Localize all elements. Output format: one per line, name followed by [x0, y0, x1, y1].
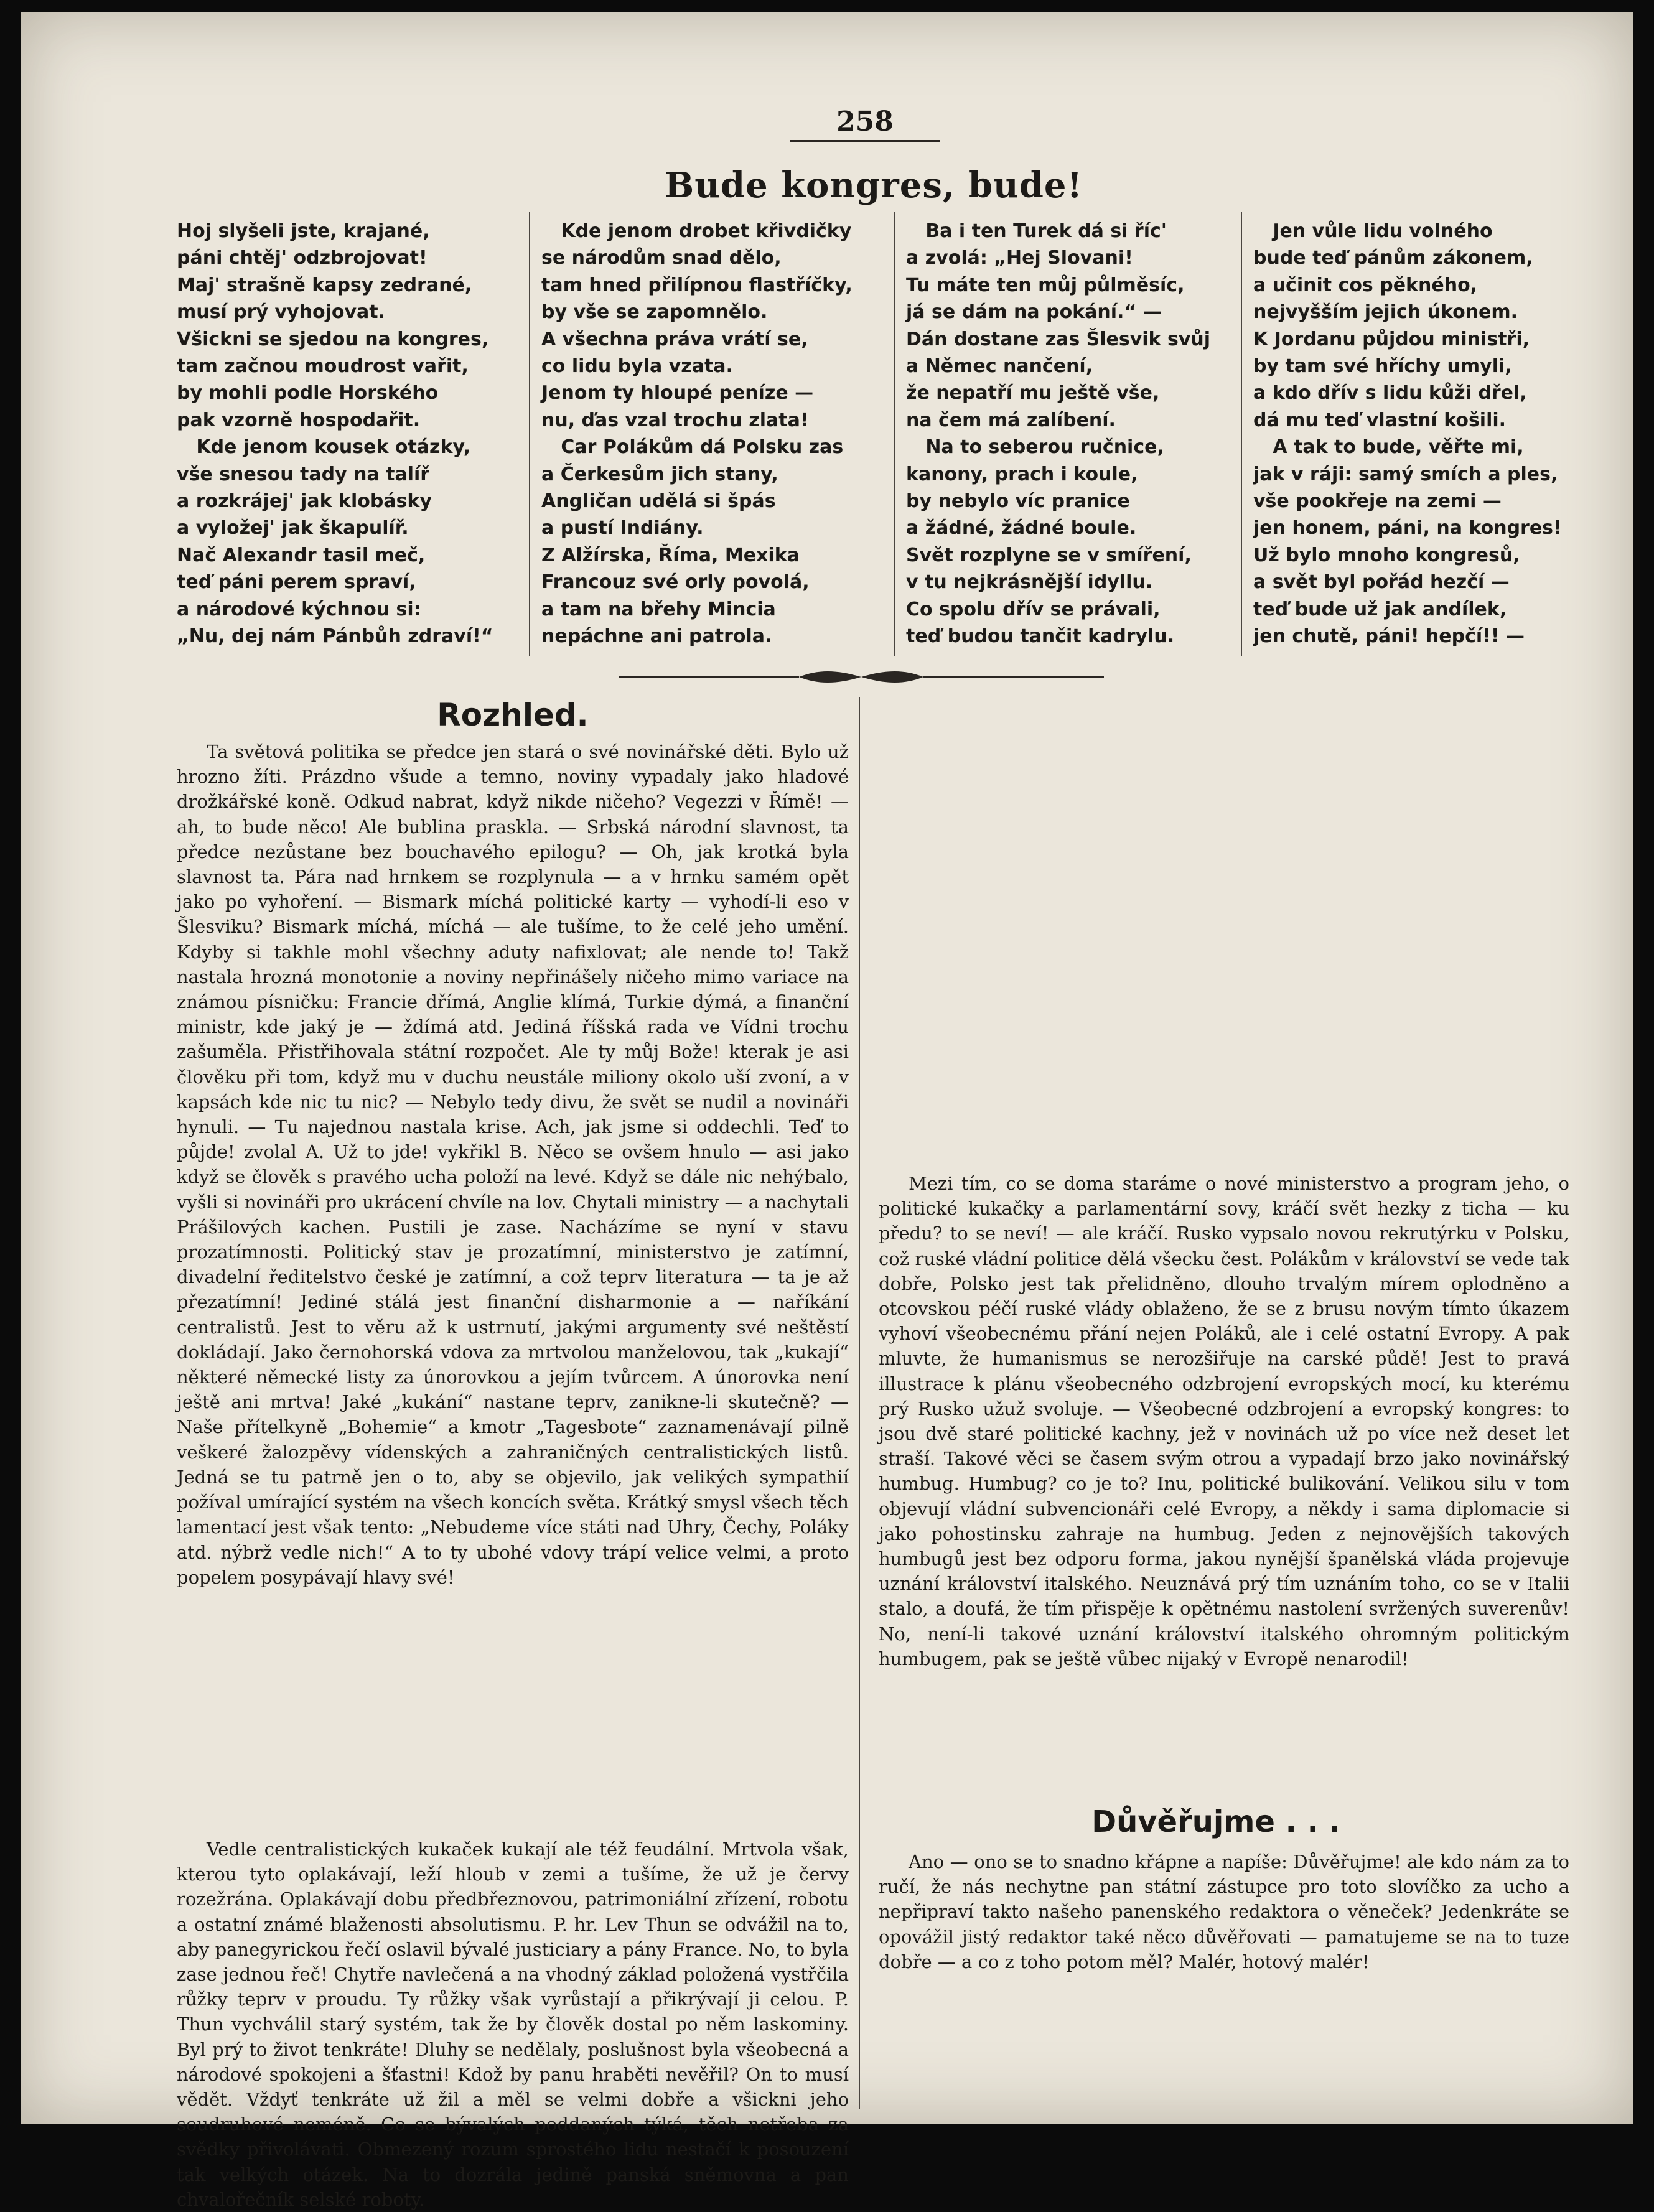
poem-column-3: Ba i ten Turek dá si říc' a zvolá: „Hej Slovani! Tu máte ten můj půlměsíc, já se dám na pokání.“ — Dán dostane zas Šlesvik svůj a Němec nančení, že nepatří mu ještě vše, na čem má zalíbení. Na to seberou ručnice, kanony, prach i koule, by nebylo víc pranice a žádné, žádné boule. Svět rozplyne se v smíření, v tu nejkrásnější idyllu. Co spolu dřív se právali, teď budou tančit kadrylu. [906, 220, 1211, 648]
column-rule [859, 697, 860, 2109]
page-number: 258 [790, 106, 940, 142]
poem-title: Bude kongres, bude! [664, 165, 1083, 206]
poem-column-4: Jen vůle lidu volného bude teď pánům zákonem, a učinit cos pěkného, nejvyšším jejich úkonem. K Jordanu půjdou ministři, by tam své hříchy umyli, a kdo dřív s lidu kůži dřel, dá mu teď vlastní košili. A tak to bude, věřte mi, jak v ráji: samý smích a ples, vše pookřeje na zemi — jen honem, páni, na kongres! Už bylo mnoho kongresů, a svět byl pořád hezčí — teď bude už jak andílek, jen chutě, páni! hepčí!! — [1253, 220, 1562, 648]
rozhled-title: Rozhled. [437, 697, 589, 733]
rozhled-paragraph-3: Mezi tím, co se doma staráme o nové ministerstvo a program jeho, o politické kukačky a parlamentární sovy, kráčí svět hezky z ticha — ku předu? to se neví! — ale kráčí. Rusko vypsalo novou rekrutýrku v Polsku, což ruské vládní politice dělá všecku čest. Polákům v království se vede tak dobře, Polsko jest tak přelidněno, dlouho trvalým mírem oplodněno a otcovskou péčí ruské vlády oblaženo, že se z brusu novým tímto úkazem vyhoví všeobecnému přání nejen Poláků, ale i celé ostatní Evropy. A pak mluvte, že humanismus se nerozšiřuje na carské půdě! Jest to pravá illustrace k plánu všeobecného odzbrojení evropských mocí, ku kterému prý Rusko užuž svoluje. — Všeobecné odzbrojení a evropský kongres: to jsou dvě staré politické kachny, jež v novinách už po více než deset let straší. Takové věci se časem svým otrou a vypadají brzo jako novinářský humbug. Humbug? co je to? Inu, politické bulikování. Velikou silu v tom objevují vládní subvencionáři celé Evropy, a někdy i sama diplomacie si jako pohostinsku zahraje na humbug. Jeden z nejnovějších takových humbugů jest bez odporu forma, jakou nynější španělská vláda projevuje uznání království italského. Neuznává prý tím uznáním toho, co se v Italii stalo, a doufá, že tím přispěje k opětnému nastolení svržených suverenův! No, není-li takové uznání království italského ohromným politickým humbugem, pak se ještě vůbec nijaký v Evropě nenarodil! [879, 1173, 1569, 1669]
rozhled-paragraph-2-start: Vedle centralistických kukaček kukají ale též feudální. Mrtvola však, kterou tyto oplakávají, leží hloub v zemi a tušíme, že už je červy rozežrána. Oplakávají dobu předbřeznovou, patrimoniální zřízení, robotu a ostatní známé blaženosti absolutismu. P. hr. Lev Thun se odvážil na to, aby panegyrickou řečí oslavil bývalé justiciary a pány France. No, to byla zase jednou řeč! Chytře navlečená a na vhodný základ položená vystřčila růžky teprv v proudu. Ty růžky však vyrůstají a přikrývají ji celou. P. Thun vychválil starý systém, tak že by člověk dostal po něm laskominy. Byl prý to život tenkráte! Dluhy se nedělaly, poslušnost byla všeobecná a národové spokojeni a šťastni! Kdož by panu hraběti nevěřil? On to musí vědět. Vždyť tenkráte už žil a měl se velmi dobře a všickni jeho soudruhové neméně. Co se bývalých poddaných týká, těch netřeba za svědky přivolávati. Obmezený rozum sprostého lidu nestačí k posouzení tak velkých otázek. Na to dozrála jedině panská sněmovna a pan chvalořečník selské roboty. [177, 1839, 849, 2210]
column-rule [529, 212, 530, 656]
column-rule [1241, 212, 1242, 656]
column-rule [894, 212, 895, 656]
duverujme-title: Důvěřujme . . . [1091, 1804, 1340, 1839]
ornament-divider [619, 670, 1104, 684]
newspaper-page [21, 12, 1633, 2210]
duverujme-paragraph: Ano — ono se to snadno křápne a napíše: Důvěřujme! ale kdo nám za to ručí, že nás nechytne pan státní zástupce pro toto slovíčko za ucho a nepřipraví takto našeho panenského redaktora o věneček? Jedenkráte se opovážil jistý redaktor také něco důvěřovati — pamatujeme se na to tuze dobře — a co z toho potom měl? Malér, hotový malér! [879, 1851, 1569, 1972]
poem-column-2: Kde jenom drobet křivdičky se národům snad dělo, tam hned přilípnou flastříčky, by vše se zapomnělo. A všechna práva vrátí se, co lidu byla vzata. Jenom ty hloupé peníze — nu, ďas vzal trochu zlata! Car Polákům dá Polsku zas a Čerkesům jich stany, Angličan udělá si špás a pustí Indiány. Z Alžírska, Říma, Mexika Francouz své orly povolá, a tam na břehy Mincia nepáchne ani patrola. [541, 220, 853, 648]
poem-column-1: Hoj slyšeli jste, krajané, páni chtěj' odzbrojovat! Maj' strašně kapsy zedrané, musí prý vyhojovat. Všickni se sjedou na kongres, tam začnou moudrost vařit, by mohli podle Horského pak vzorně hospodařit. Kde jenom kousek otázky, vše snesou tady na talíř a rozkrájej' jak klobásky a vyložej' jak škapulíř. Nač Alexandr tasil meč, teď páni perem spraví, a národové kýchnou si: „Nu, dej nám Pánbůh zdraví!“ [177, 220, 493, 648]
rozhled-paragraph-1: Ta světová politika se předce jen stará o své novinářské děti. Bylo už hrozno žíti. Prázdno všude a temno, noviny vypadaly jako hladové drožkářské koně. Odkud nabrat, když nikde ničeho? Vegezzi v Římě! — ah, to bude něco! Ale bublina praskla. — Srbská národní slavnost, ta předce nezůstane bez bouchavého epilogu? — Oh, jak krotká byla slavnost ta. Pára nad hrnkem se rozplynula — a v hrnku samém opět jako po vyhoření. — Bismark míchá politické karty — vyhodí-li eso v Šlesviku? Bismark míchá, míchá — ale tušíme, to že celé jeho umění. Kdyby si takhle mohl všechny aduty nafixlovat; ale nende to! Takž nastala hrozná monotonie a noviny nepřinášely ničeho mimo variace na známou písničku: Francie dřímá, Anglie klímá, Turkie dýmá, a finanční ministr, kde jaký je — ždímá atd. Jediná říšská rada ve Vídni trochu zašuměla. Přistřihovala státní rozpočet. Ale ty můj Bože! kterak je asi člověku při tom, když mu v duchu neustále miliony okolo uší zvoní, a v kapsách kde nic tu nic? — Nebylo tedy divu, že svět se nudil a novináři hynuli. — Tu najednou nastala krise. Ach, jak jsme si oddechli. Teď to půjde! zvolal A. Už to jde! vykřikl B. Něco se ovšem hnulo — asi jako když se člověk s pravého ucha položí na levé. Když se dále nic nehýbalo, vyšli si novináři pro ukrácení chvíle na lov. Chytali ministry — a nachytali Prášilových kachen. Pustili je zase. Nacházíme se nyní v stavu prozatímnosti. Politický stav je prozatímní, ministerstvo je zatímní, divadelní ředitelstvo české je zatímní, a což teprv literatura — ta je až přezatímní! Jediné stálá jest finanční disharmonie a — naříkání centralistů. Jest to věru až k ustrnutí, jakými argumenty své neštěstí dokládají. Jako černohorská vdova za mrtvolou manželovou, tak „kukají“ některé německé listy za únorovkou a jejím tvůrcem. A únorovka není ještě ani mrtva! Jaké „kukání“ nastane teprv, zanikne-li skutečně? — Naše přítelkyně „Bohemie“ a kmotr „Tagesbote“ zaznamenávají pilně veškeré žalozpěvy vídenských a zahraničných centralistických listů. Jedná se tu patrně jen o to, aby se objevilo, jak velikých sympathií požíval umírající systém na všech koncích světa. Krátký smysl všech těch lamentací jest však tento: „Nebudeme více státi nad Uhry, Čechy, Poláky atd. nýbrž vedle nich!“ A to ty ubohé vdovy trápí velice velmi, a proto popelem posypávají hlavy své! [177, 741, 849, 1588]
